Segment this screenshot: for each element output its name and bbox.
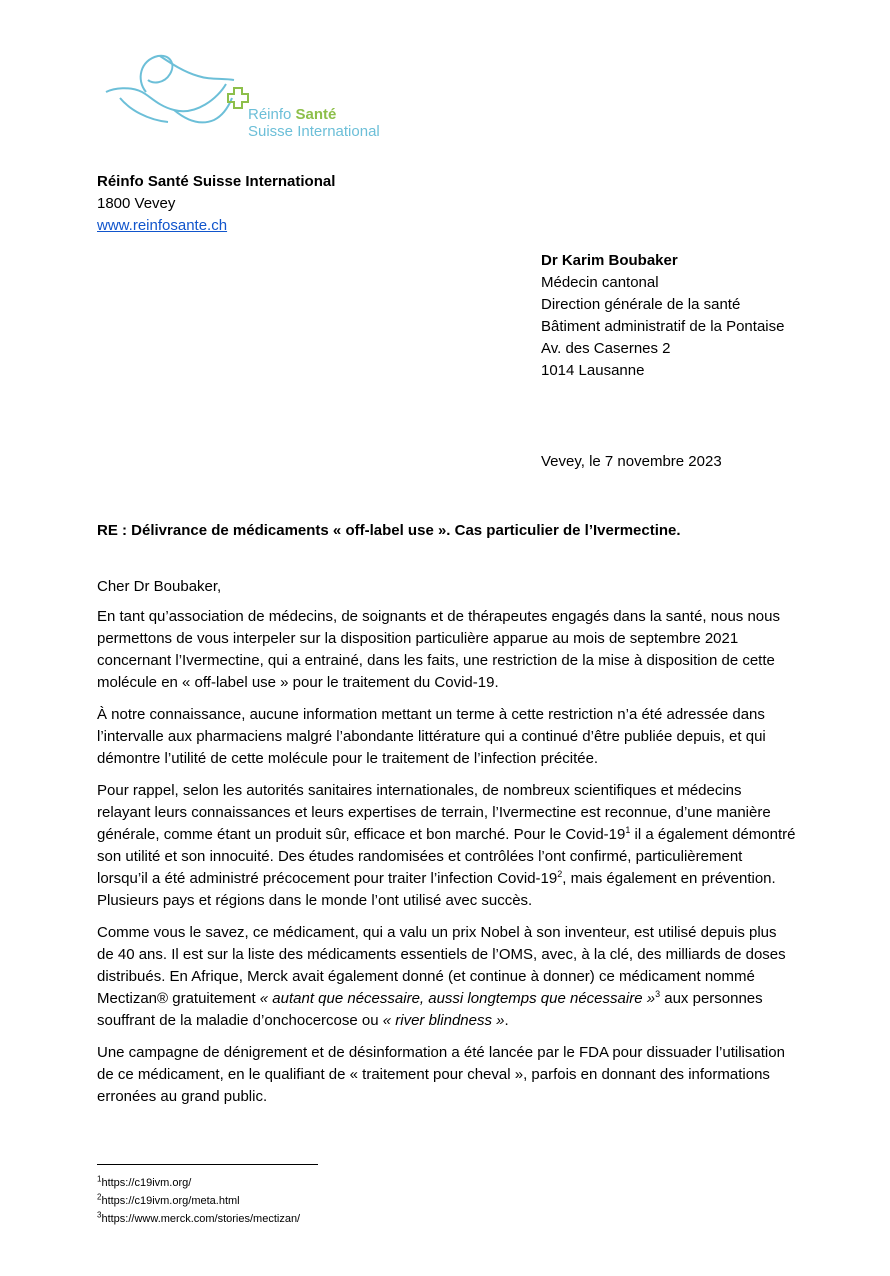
recipient-block xyxy=(541,250,871,382)
footnote-3 xyxy=(97,1210,597,1228)
recipient-line: Bâtiment administratif de la Pontaise xyxy=(541,318,785,335)
recipient-line: Av. des Casernes 2 xyxy=(541,340,671,357)
paragraph-3 xyxy=(97,780,797,912)
recipient-line: Direction générale de la santé xyxy=(541,296,741,313)
footnote-ref-2: 2 xyxy=(557,869,563,879)
footnote-url[interactable]: https://c19ivm.org/meta.html xyxy=(101,1195,240,1207)
footnote-separator xyxy=(97,1164,318,1165)
cross-icon xyxy=(226,86,250,110)
footnote-ref-3: 3 xyxy=(655,989,661,999)
letter-date: Vevey, le 7 novembre 2023 xyxy=(541,453,722,470)
paragraph-3-part-a: Pour rappel, selon les autorités sanitaires internationales, de nombreux scientifiques et médecins relayant leurs connaissances et leurs expertises de terrain, l’Ivermectine est reconnue, d’une manière générale, comme étant un produit sûr, efficace et bon marché. Pour le Covid-19 xyxy=(97,782,771,843)
sender-website-link[interactable]: www.reinfosante.ch xyxy=(97,217,228,234)
sender-block xyxy=(97,171,497,237)
recipient-line: 1014 Lausanne xyxy=(541,362,645,379)
paragraph-4 xyxy=(97,922,797,1032)
quote-river-blindness: « river blindness » xyxy=(382,1012,505,1029)
footnote-2 xyxy=(97,1192,597,1210)
paragraph-2: À notre connaissance, aucune information mettant un terme à cette restriction n’a été adressée dans l’intervalle aux pharmaciens malgré l’abondante littérature qui a continué d’être publiée depuis, et qui démontre l’utilité de cette molécule pour le traitement de l’infection précitée. xyxy=(97,706,766,767)
letter-subject: RE : Délivrance de médicaments « off-label use ». Cas particulier de l’Ivermectine. xyxy=(97,522,681,539)
footnotes xyxy=(97,1174,597,1228)
recipient-name: Dr Karim Boubaker xyxy=(541,252,678,269)
letter-body xyxy=(97,576,797,1118)
footnote-ref-1: 1 xyxy=(625,825,631,835)
logo-name-line1 xyxy=(248,106,336,123)
paragraph-3-part-c: , mais également en prévention. Plusieurs pays et régions dans le monde l’ont utilisé avec succès. xyxy=(97,870,776,909)
logo-name-part2: Santé xyxy=(295,106,337,123)
quote-merck: « autant que nécessaire, aussi longtemps que nécessaire » xyxy=(259,990,656,1007)
logo xyxy=(100,50,410,145)
footnote-1 xyxy=(97,1174,597,1192)
paragraph-1: En tant qu’association de médecins, de soignants et de thérapeutes engagés dans la santé, nous nous permettons de vous interpeler sur la disposition particulière apparue au mois de septembre 2021 concernant l’Ivermectine, qui a entrainé, dans les faits, une restriction de la mise à disposition de cette molécule en « off-label use » pour le traitement du Covid-19. xyxy=(97,608,780,691)
paragraph-4-part-c: . xyxy=(504,1012,509,1029)
footnote-number: 3 xyxy=(97,1210,102,1220)
sender-name: Réinfo Santé Suisse International xyxy=(97,173,336,190)
footnote-number: 2 xyxy=(97,1192,102,1202)
footnote-number: 1 xyxy=(97,1174,102,1184)
paragraph-4-part-b: aux personnes souffrant de la maladie d’onchocercose ou xyxy=(97,990,763,1029)
sender-city: 1800 Vevey xyxy=(97,195,176,212)
footnote-url[interactable]: https://c19ivm.org/ xyxy=(101,1177,192,1189)
logo-name-line2: Suisse International xyxy=(248,123,380,140)
footnote-url[interactable]: https://www.merck.com/stories/mectizan/ xyxy=(101,1213,301,1225)
recipient-line: Médecin cantonal xyxy=(541,274,659,291)
logo-name-part1: Réinfo xyxy=(248,106,296,123)
salutation: Cher Dr Boubaker, xyxy=(97,578,222,595)
paragraph-5: Une campagne de dénigrement et de désinformation a été lancée par le FDA pour dissuader l’utilisation de ce médicament, en le qualifiant de « traitement pour cheval », parfois en donnant des informations erronées au grand public. xyxy=(97,1044,785,1105)
paragraph-4-part-a: Comme vous le savez, ce médicament, qui a valu un prix Nobel à son inventeur, est utilisé depuis plus de 40 ans. Il est sur la liste des médicaments essentiels de l’OMS, avec, à la clé, des milliards de doses distribués. En Afrique, Merck avait également donné (et continue à donner) ce médicament nommé Mectizan® gratuitement xyxy=(97,924,786,1007)
paragraph-3-part-b: il a également démontré son utilité et son innocuité. Des études randomisées et contrôlées l’ont confirmé, particulièrement lorsqu’il a été administré précocement pour traiter l’infection Covid-19 xyxy=(97,826,796,887)
